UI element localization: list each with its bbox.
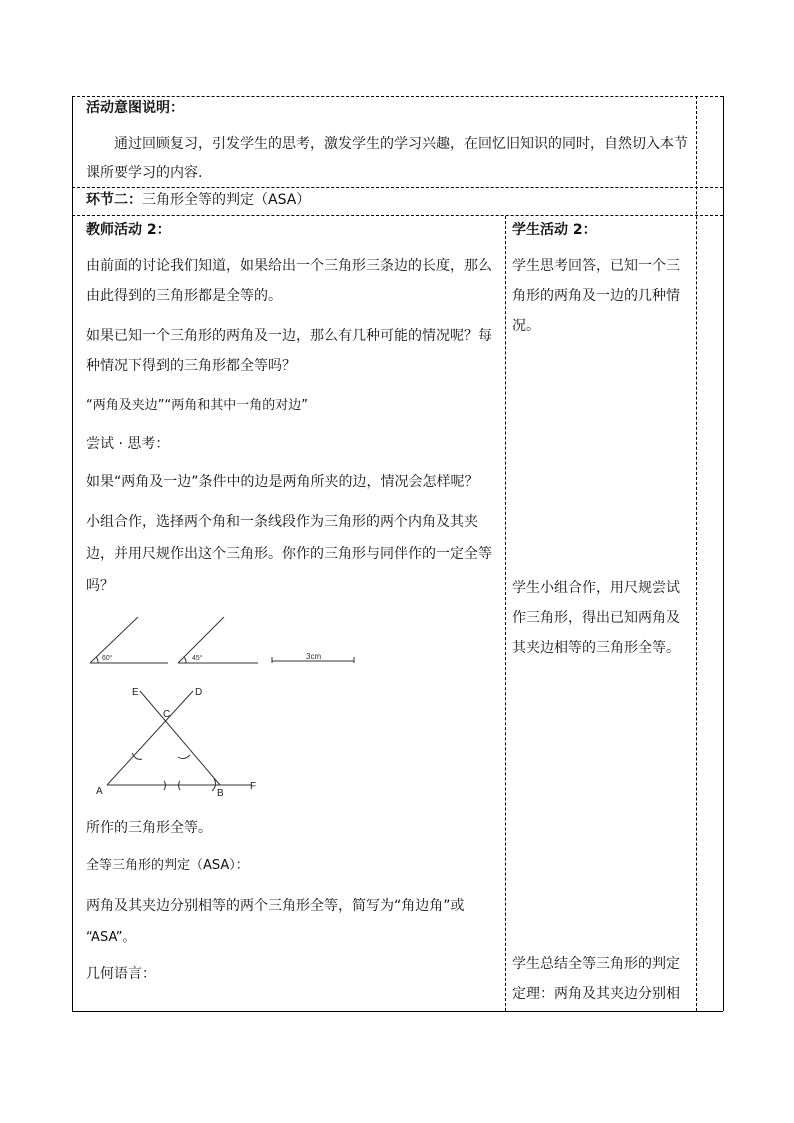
student-line: 定理：两角及其夹边分别相 [512, 986, 680, 1002]
section2-heading [86, 190, 310, 210]
table-border-left [72, 96, 73, 1011]
column-divider [505, 216, 506, 1011]
teacher-line: 由此得到的三角形都是全等的。 [86, 288, 282, 304]
table-border-right [723, 96, 724, 1011]
student-line: 角形的两角及一边的几种情 [512, 288, 680, 304]
teacher-line: 由前面的讨论我们知道，如果给出一个三角形三条边的长度，那么 [86, 258, 492, 274]
angle-60-label: 60° [102, 655, 113, 662]
teacher-line: 全等三角形的判定（ASA）： [86, 858, 249, 873]
teacher-line: 尝试 · 思考： [86, 436, 170, 452]
teacher-line: 两角及其夹边分别相等的两个三角形全等，简写为“角边角”或 [86, 898, 465, 914]
student-line: 况。 [512, 318, 540, 334]
student-line: 作三角形，得出已知两角及 [512, 610, 680, 626]
student-line: 学生总结全等三角形的判定 [512, 956, 680, 972]
angle-60-arc [96, 657, 98, 663]
table-border-bottom [72, 1011, 723, 1012]
teacher-line: 种情况下得到的三角形都全等吗？ [86, 358, 296, 374]
arc-mark-a [132, 753, 142, 759]
intent-paragraph-line1: 通过回顾复习，引发学生的思考，激发学生的学习兴趣，在回忆旧知识的同时，自然切入本节 [114, 136, 688, 152]
asa-construction-figure [80, 605, 370, 805]
teacher-line: 几何语言： [86, 966, 156, 982]
angle-45-arc [184, 657, 186, 663]
teacher-line: 如果已知一个三角形的两角及一边，那么有几种可能的情况呢？每 [86, 328, 492, 344]
segment-label: 3cm [306, 652, 322, 661]
point-d-label: D [195, 687, 203, 698]
section2-label: 环节二： [86, 192, 142, 208]
intent-paragraph-line2: 课所要学习的内容. [86, 165, 203, 181]
point-b-label: B [217, 788, 224, 799]
teacher-line: 如果“两角及一边”条件中的边是两角所夹的边，情况会怎样呢？ [86, 474, 479, 490]
student-line: 学生思考回答，已知一个三 [512, 258, 680, 274]
student-activity-heading: 学生活动 2： [512, 222, 597, 238]
student-line: 学生小组合作，用尺规尝试 [512, 580, 680, 596]
teacher-line: 吗？ [86, 578, 114, 594]
teacher-activity-heading: 教师活动 2： [86, 222, 171, 238]
teacher-line: “ASA”。 [86, 930, 136, 945]
arc-mark-b [178, 755, 190, 759]
teacher-line: 所作的三角形全等。 [86, 820, 212, 836]
point-a-label: A [96, 786, 103, 797]
section2-title: 三角形全等的判定（ASA） [142, 192, 311, 208]
teacher-line: 小组合作，选择两个角和一条线段作为三角形的两个内角及其夹 [86, 514, 478, 530]
angle-45-label: 45° [192, 655, 203, 662]
activity-intent-heading: 活动意图说明： [86, 100, 184, 116]
teacher-line: 边，并用尺规作出这个三角形。你作的三角形与同伴作的一定全等 [86, 546, 492, 562]
point-c-label: C [163, 709, 171, 720]
teacher-line: “两角及夹边”“两角和其中一角的对边” [86, 398, 308, 413]
angle-60-arm [90, 617, 138, 663]
point-e-label: E [132, 687, 139, 698]
row-line-2 [72, 215, 723, 216]
point-f-label: F [250, 781, 257, 792]
student-line: 其夹边相等的三角形全等。 [512, 640, 680, 656]
row-line-top [72, 96, 723, 97]
row-line-1 [72, 187, 723, 188]
table-inner-right [696, 96, 697, 1011]
